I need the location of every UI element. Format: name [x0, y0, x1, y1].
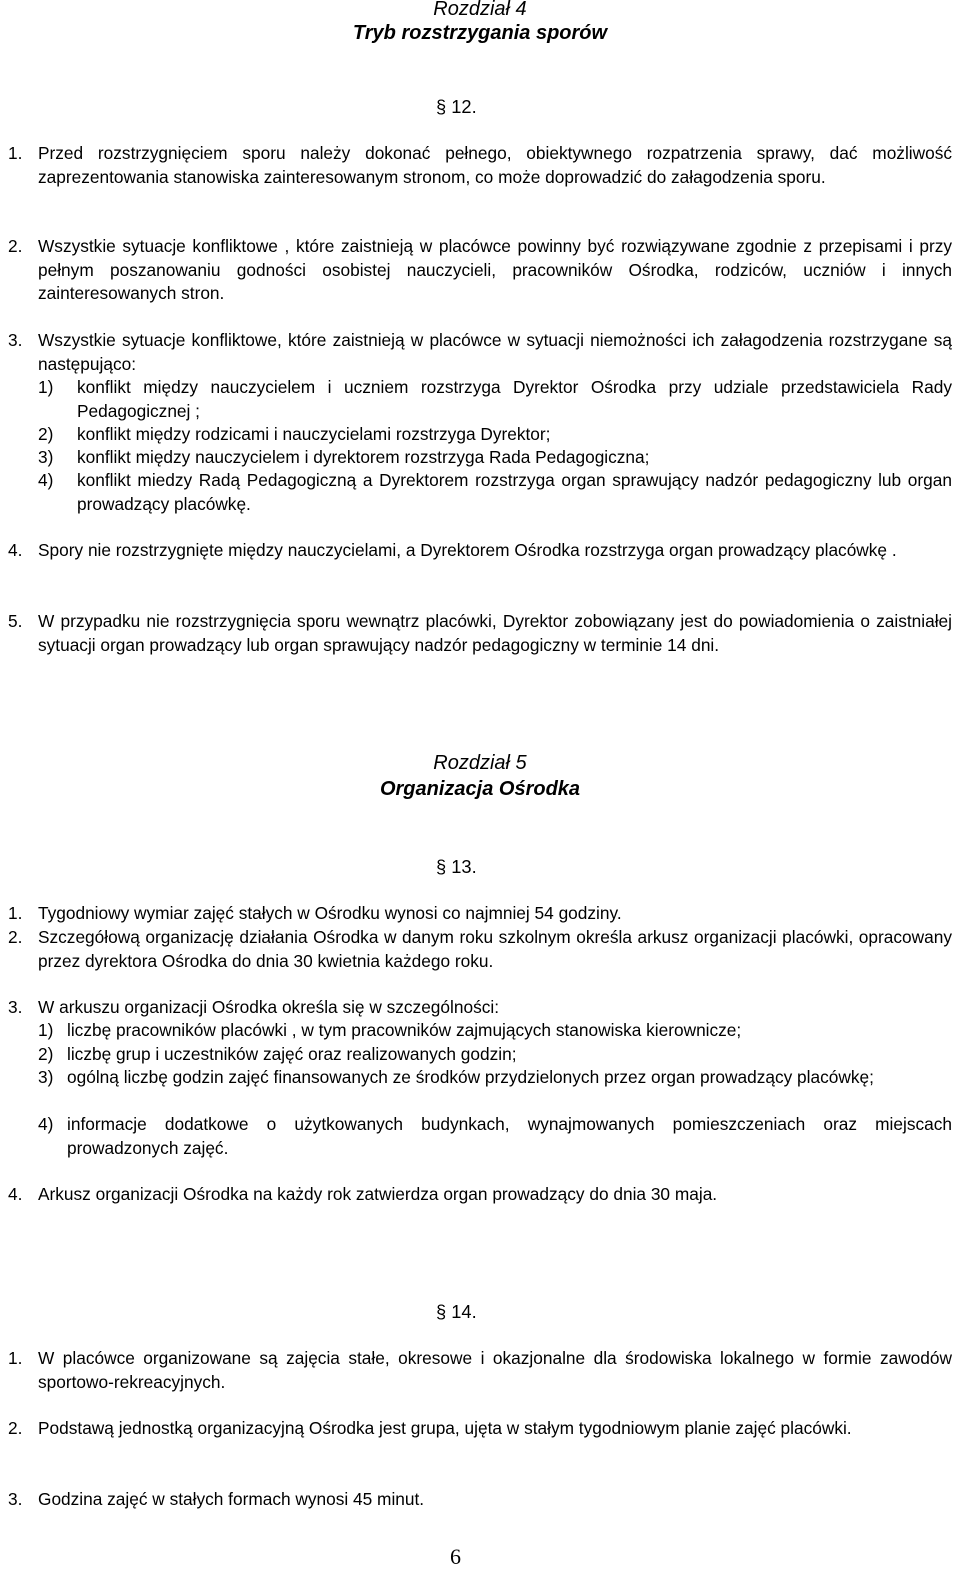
- ch5-p14-item-1: [8, 1347, 952, 1394]
- item-number: 1.: [8, 143, 23, 163]
- paragraph-12-heading: § 12.: [436, 96, 477, 117]
- item-text: W placówce organizowane są zajęcia stałe, okresowe i okazjonalne dla środowiska lokalnego w formie zawodów sportowo-rekreacyjnych.: [38, 1348, 952, 1392]
- paragraph-13-heading: § 13.: [436, 856, 477, 877]
- ch4-item-2: [8, 235, 952, 306]
- subitem-number: 1): [38, 1020, 54, 1040]
- ch4-item-1: [8, 142, 952, 189]
- item-number: 5.: [8, 611, 23, 631]
- item-text: Podstawą jednostką organizacyjną Ośrodka jest grupa, ujęta w stałym tygodniowym planie zajęć placówki.: [38, 1418, 852, 1438]
- subitem-number: 4): [38, 1114, 54, 1134]
- paragraph-14-heading: § 14.: [436, 1301, 477, 1322]
- subitem-text: liczbę pracowników placówki , w tym pracowników zajmujących stanowiska kierownicze;: [67, 1020, 742, 1040]
- item-number: 4.: [8, 540, 23, 560]
- item-text: Godzina zajęć w stałych formach wynosi 45 minut.: [38, 1489, 425, 1509]
- item-number: 1.: [8, 1348, 23, 1368]
- ch5-p13-item-1: [8, 902, 952, 926]
- item-number: 1.: [8, 903, 23, 923]
- ch5-p13-subitem-4: [38, 1113, 952, 1160]
- subitem-number: 2): [38, 424, 54, 444]
- chapter-5-title: Organizacja Ośrodka: [379, 778, 581, 800]
- ch4-item-3: [8, 329, 952, 376]
- ch4-subitem-3: [38, 446, 952, 470]
- item-text: Wszystkie sytuacje konfliktowe , które zaistnieją w placówce powinny być rozwiązywane zgodnie z przepisami i przy pełnym poszanowaniu godności osobistej nauczycieli, pracowników Ośrodka, rodziców, uczniów i innych zainteresowanych stron.: [38, 236, 952, 303]
- subitem-text: informacje dodatkowe o użytkowanych budynkach, wynajmowanych pomieszczeniach oraz miejscach prowadzonych zajęć.: [67, 1114, 952, 1158]
- item-text: Spory nie rozstrzygnięte między nauczycielami, a Dyrektorem Ośrodka rozstrzyga organ prowadzący placówkę .: [38, 540, 897, 560]
- chapter-5-number: Rozdział 5: [433, 752, 527, 774]
- item-text: Tygodniowy wymiar zajęć stałych w Ośrodku wynosi co najmniej 54 godziny.: [38, 903, 622, 923]
- ch5-p13-item-4: [8, 1183, 952, 1207]
- ch4-subitem-1: [38, 376, 952, 423]
- item-number: 2.: [8, 927, 23, 947]
- item-number: 3.: [8, 330, 23, 350]
- subitem-number: 1): [38, 377, 54, 397]
- subitem-number: 3): [38, 1067, 54, 1087]
- subitem-text: konflikt miedzy Radą Pedagogiczną a Dyrektorem rozstrzyga organ sprawujący nadzór pedagogiczny lub organ prowadzący placówkę.: [77, 470, 952, 514]
- page-number: 6: [450, 1544, 461, 1569]
- ch5-p14-item-3: [8, 1488, 952, 1512]
- subitem-text: konflikt między nauczycielem i dyrektorem rozstrzyga Rada Pedagogiczna;: [77, 447, 650, 467]
- ch5-p13-subitem-1: [38, 1019, 952, 1043]
- subitem-text: ogólną liczbę godzin zajęć finansowanych ze środków przydzielonych przez organ prowadzący placówkę;: [67, 1067, 874, 1087]
- subitem-text: konflikt między rodzicami i nauczycielami rozstrzyga Dyrektor;: [77, 424, 551, 444]
- ch4-subitem-4: [38, 469, 952, 516]
- item-number: 3.: [8, 1489, 23, 1509]
- subitem-number: 4): [38, 470, 54, 490]
- subitem-number: 2): [38, 1044, 54, 1064]
- item-text: Przed rozstrzygnięciem sporu należy dokonać pełnego, obiektywnego rozpatrzenia sprawy, dać możliwość zaprezentowania stanowiska zainteresowanym stronom, co może doprowadzić do załagodzenia sporu.: [38, 143, 952, 187]
- item-text: Szczegółową organizację działania Ośrodka w danym roku szkolnym określa arkusz organizacji placówki, opracowany przez dyrektora Ośrodka do dnia 30 kwietnia każdego roku.: [38, 927, 952, 971]
- item-number: 4.: [8, 1184, 23, 1204]
- chapter-4-title: Tryb rozstrzygania sporów: [352, 22, 608, 44]
- ch4-subitem-2: [38, 423, 952, 447]
- item-text: W przypadku nie rozstrzygnięcia sporu wewnątrz placówki, Dyrektor zobowiązany jest do powiadomienia o zaistniałej sytuacji organ prowadzący lub organ sprawujący nadzór pedagogiczny w terminie 14 dni.: [38, 611, 952, 655]
- item-text: Arkusz organizacji Ośrodka na każdy rok zatwierdza organ prowadzący do dnia 30 maja.: [38, 1184, 718, 1204]
- item-text: Wszystkie sytuacje konfliktowe, które zaistnieją w placówce w sytuacji niemożności ich załagodzenia rozstrzygane są następująco:: [38, 330, 952, 374]
- ch5-p14-item-2: [8, 1417, 952, 1441]
- item-number: 3.: [8, 997, 23, 1017]
- ch4-item-5: [8, 610, 952, 657]
- ch5-p13-subitem-2: [38, 1043, 952, 1067]
- subitem-text: konflikt między nauczycielem i uczniem rozstrzyga Dyrektor Ośrodka przy udziale przedstawiciela Rady Pedagogicznej ;: [77, 377, 952, 421]
- item-text: W arkuszu organizacji Ośrodka określa się w szczególności:: [38, 997, 500, 1017]
- chapter-4-number: Rozdział 4: [433, 0, 527, 20]
- subitem-text: liczbę grup i uczestników zajęć oraz realizowanych godzin;: [67, 1044, 517, 1064]
- ch5-p13-subitem-3: [38, 1066, 952, 1090]
- item-number: 2.: [8, 1418, 23, 1438]
- ch5-p13-item-2: [8, 926, 952, 973]
- item-number: 2.: [8, 236, 23, 256]
- ch5-p13-item-3: [8, 996, 952, 1020]
- subitem-number: 3): [38, 447, 54, 467]
- ch4-item-4: [8, 539, 952, 563]
